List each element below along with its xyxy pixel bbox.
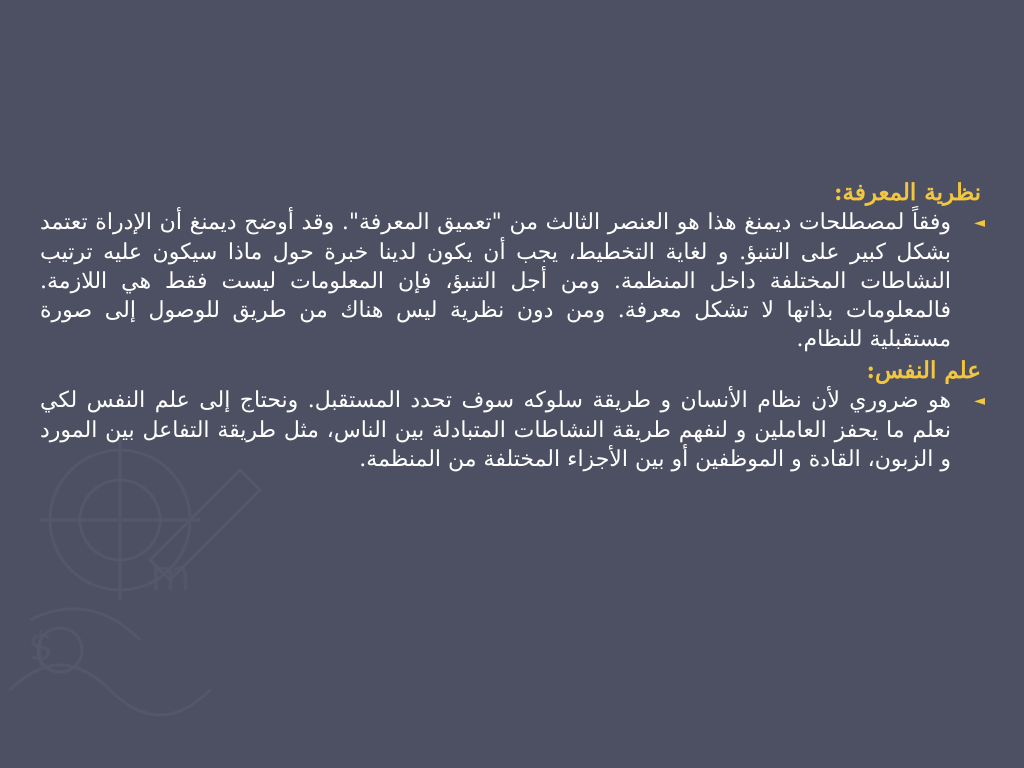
svg-text:m: m: [150, 551, 191, 600]
slide-content: [40, 178, 985, 474]
triangle-right-icon: ◄: [974, 215, 985, 231]
triangle-right-icon: ◄: [974, 393, 985, 409]
bulleted-paragraph: [40, 386, 985, 474]
section-heading: نظرية المعرفة:: [834, 179, 981, 206]
paragraph-text: هو ضروري لأن نظام الأنسان و طريقة سلوكه سوف تحدد المستقبل. ونحتاج إلى علم النفس لكي نعلم ما يحفز العاملين و لنفهم طريقة النشاطات المتبادلة بين الناس، مثل طريقة التفاعل بين المورد و الزبون، القادة و الموظفين أو بين الأجزاء المختلفة من المنظمة.: [40, 388, 951, 472]
paragraph-text: وفقاً لمصطلحات ديمنغ هذا هو العنصر الثالث من "تعميق المعرفة". وقد أوضح ديمنغ أن الإدراة تعتمد بشكل كبير على التنبؤ. و لغاية التخطيط، يجب أن يكون لدينا خبرة حول ماذا سيكون عليه ترتيب النشاطات المختلفة داخل المنظمة. ومن أجل التنبؤ، فإن المعلومات ليست فقط هي اللازمة. فالمعلومات بذاتها لا تشكل معرفة. ومن دون نظرية ليس هناك من طريق للوصول إلى صورة مستقبلية للنظام.: [40, 210, 951, 352]
section-epistemology: [40, 178, 985, 354]
section-psychology: [40, 356, 985, 474]
bulleted-paragraph: [40, 208, 985, 354]
section-heading: علم النفس:: [866, 357, 981, 384]
svg-text:$: $: [28, 624, 54, 670]
